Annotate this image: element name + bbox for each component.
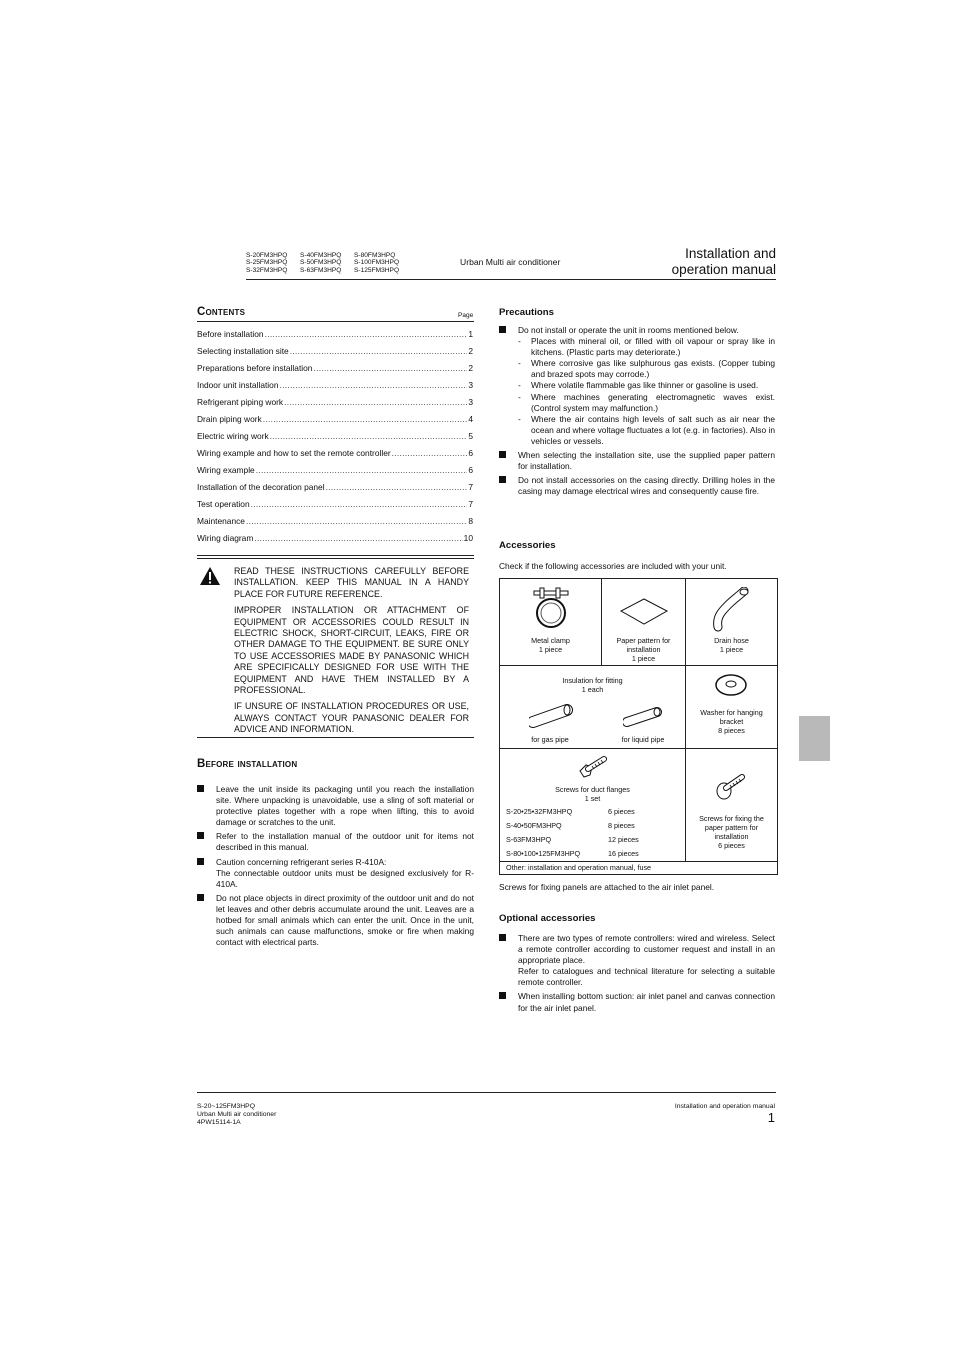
toc-entry[interactable] xyxy=(197,346,473,356)
accessory-name: Screws for duct flanges xyxy=(555,785,630,794)
model-name: S-50FM3HPQ xyxy=(300,259,342,267)
toc-leader xyxy=(284,397,467,407)
toc-entry[interactable] xyxy=(197,329,473,339)
optional-accessories-list xyxy=(499,933,775,1017)
accessory-name: Drain hose xyxy=(714,636,749,645)
accessory-insulation xyxy=(500,666,686,749)
model-name: S-100FM3HPQ xyxy=(354,259,400,267)
chapter-tab xyxy=(799,716,830,761)
warning-text xyxy=(234,566,469,741)
toc-page: 8 xyxy=(468,516,473,526)
toc-leader xyxy=(392,448,468,458)
optional-accessories-heading: Optional accessories xyxy=(499,913,596,924)
table-row xyxy=(506,819,639,833)
accessories-heading: Accessories xyxy=(499,540,556,551)
toc-page: 2 xyxy=(468,363,473,373)
list-item-text: When installing bottom suction: air inlet panel and canvas connection for the air inlet panel. xyxy=(518,991,775,1013)
warning-paragraph: IF UNSURE OF INSTALLATION PROCEDURES OR USE, ALWAYS CONTACT YOUR PANASONIC DEALER FOR ADVICE AND INFORMATION. xyxy=(234,701,469,735)
list-item xyxy=(197,831,474,853)
accessories-intro: Check if the following accessories are included with your unit. xyxy=(499,561,727,571)
bullet xyxy=(197,894,204,901)
toc-entry[interactable] xyxy=(197,414,473,424)
toc-leader xyxy=(256,465,468,475)
accessory-name: Metal clamp xyxy=(531,636,570,645)
gas-pipe-insulation-icon xyxy=(529,704,573,728)
warning-paragraph: READ THESE INSTRUCTIONS CAREFULLY BEFORE INSTALLATION. KEEP THIS MANUAL IN A HANDY PLACE FOR FUTURE REFERENCE. xyxy=(234,566,469,599)
manual-title xyxy=(600,246,776,278)
bullet xyxy=(499,934,506,941)
precautions-list xyxy=(499,325,775,500)
footer-product: Urban Multi air conditioner xyxy=(197,1111,277,1118)
gas-pipe-label: for gas pipe xyxy=(531,735,569,744)
model-cell: S-40•50FM3HPQ xyxy=(506,821,562,830)
footer-left xyxy=(197,1103,276,1127)
accessory-name: Paper pattern for installation xyxy=(616,636,671,654)
toc-title: Drain piping work xyxy=(197,414,262,424)
duct-screws-table xyxy=(506,805,639,861)
toc-title: Installation of the decoration panel xyxy=(197,482,325,492)
accessories-note: Screws for fixing panels are attached to the air inlet panel. xyxy=(499,882,715,892)
contents-rule xyxy=(197,321,474,322)
table-row xyxy=(506,833,639,847)
dash: - xyxy=(518,391,521,402)
qty-cell: 6 pieces xyxy=(608,807,635,816)
toc-title: Selecting installation site xyxy=(197,346,289,356)
list-item-text: When selecting the installation site, use the supplied paper pattern for installation. xyxy=(518,450,775,472)
warning-top-rule-2 xyxy=(197,558,474,559)
before-installation-list xyxy=(197,784,474,951)
list-item-extra: The connectable outdoor units must be designed exclusively for R-410A. xyxy=(216,867,474,889)
list-item xyxy=(197,784,474,828)
sub-item xyxy=(518,336,775,358)
toc-page: 5 xyxy=(468,431,473,441)
sub-item-text: Where machines generating electromagnetic waves exist. (Control system may malfunction.) xyxy=(531,391,775,413)
toc-page: 6 xyxy=(468,465,473,475)
toc-page: 3 xyxy=(468,397,473,407)
manual-title-line2: operation manual xyxy=(671,262,776,277)
list-item xyxy=(197,857,474,890)
toc-page: 4 xyxy=(468,414,473,424)
model-name: S-125FM3HPQ xyxy=(354,266,400,274)
list-item xyxy=(499,475,775,497)
toc-page: 6 xyxy=(468,448,473,458)
page-label: Page xyxy=(458,312,474,319)
sub-item-text: Where the air contains high levels of salt such as air near the ocean and where voltage fluctuates a lot (e.g. in factories). Also in vehicles or vessels. xyxy=(531,413,775,446)
accessory-drain-hose xyxy=(686,579,777,666)
sub-item-text: Places with mineral oil, or filled with oil vapour or spray like in kitchens. (Plastic parts may deteriorate.) xyxy=(531,336,775,358)
list-item-text: There are two types of remote controllers: wired and wireless. Select a remote controller according to customer request and install in an appropriate place. xyxy=(518,933,775,966)
liquid-pipe-label: for liquid pipe xyxy=(621,735,665,744)
warning-bottom-rule xyxy=(197,737,474,738)
product-name: Urban Multi air conditioner xyxy=(460,257,561,267)
duct-screw-icon xyxy=(576,753,608,781)
accessory-qty: 1 each xyxy=(581,685,604,694)
sub-item-text: Where corrosive gas like sulphurous gas exists. (Copper tubing and brazed spots may corrode.) xyxy=(531,358,775,380)
model-name: S-20FM3HPQ xyxy=(246,252,288,259)
bullet xyxy=(499,992,506,999)
metal-clamp-icon xyxy=(526,585,576,635)
bullet xyxy=(197,858,204,865)
header-rule xyxy=(246,279,776,280)
pattern-screw-icon xyxy=(714,771,748,801)
list-item-text: Leave the unit inside its packaging until you reach the installation site. Where unpacking is unavoidable, use a sling of soft material or protective plates together with a rope when lifting, this to avoid damage or scratches to the unit. xyxy=(216,784,474,828)
accessory-other xyxy=(500,862,777,874)
accessory-qty: 8 pieces xyxy=(718,726,745,735)
toc-page: 10 xyxy=(463,533,473,543)
qty-cell: 8 pieces xyxy=(608,821,635,830)
list-item xyxy=(197,893,474,948)
toc-leader xyxy=(279,380,467,390)
list-item-text: Do not install accessories on the casing directly. Drilling holes in the casing may damage electrical wires and consequently cause fire. xyxy=(518,475,775,497)
list-item-text: Refer to the installation manual of the outdoor unit for items not described in this manual. xyxy=(216,831,474,853)
list-item xyxy=(499,933,775,988)
list-item xyxy=(499,991,775,1013)
model-name: S-80FM3HPQ xyxy=(354,252,396,259)
accessory-qty: 1 piece xyxy=(719,645,744,654)
model-cell: S-63FM3HPQ xyxy=(506,835,552,844)
accessory-name: Washer for hanging bracket xyxy=(700,708,763,726)
sub-item xyxy=(518,380,775,391)
toc-entry[interactable] xyxy=(197,431,473,441)
toc-title: Indoor unit installation xyxy=(197,380,279,390)
model-list xyxy=(246,252,426,276)
toc-leader xyxy=(290,346,468,356)
list-item-extra: Refer to catalogues and technical literature for selecting a suitable remote controller. xyxy=(518,966,775,988)
manual-title-line1: Installation and xyxy=(685,246,776,261)
accessory-qty: 1 set xyxy=(584,794,601,803)
toc-entry[interactable] xyxy=(197,482,473,492)
qty-cell: 16 pieces xyxy=(608,849,639,858)
sub-item xyxy=(518,392,775,414)
warning-icon xyxy=(199,566,221,586)
toc-title: Before installation xyxy=(197,329,264,339)
accessory-qty: 1 piece xyxy=(631,654,656,663)
toc-title: Refrigerant piping work xyxy=(197,397,284,407)
other-accessories-text: Other: installation and operation manual, fuse xyxy=(506,863,652,872)
toc-entry[interactable] xyxy=(197,516,473,526)
toc-leader xyxy=(263,414,468,424)
accessory-paper-pattern xyxy=(602,579,686,666)
table-row xyxy=(506,805,639,819)
sub-item xyxy=(518,414,775,447)
toc-entry[interactable] xyxy=(197,499,473,509)
toc-entry[interactable] xyxy=(197,465,473,475)
list-item xyxy=(499,450,775,472)
accessory-paper-pattern-screws xyxy=(686,749,777,862)
toc-entry[interactable] xyxy=(197,448,473,458)
toc-leader xyxy=(313,363,467,373)
contents-heading: Contents xyxy=(197,306,246,318)
toc-title: Electric wiring work xyxy=(197,431,269,441)
footer-right-title: Installation and operation manual xyxy=(674,1103,775,1110)
toc-title: Wiring example and how to set the remote controller xyxy=(197,448,391,458)
accessory-duct-screws xyxy=(500,749,686,862)
list-item xyxy=(499,325,775,447)
bullet xyxy=(499,326,506,333)
sub-item-text: Where volatile flammable gas like thinner or gasoline is used. xyxy=(531,380,759,391)
warning-top-rule xyxy=(197,555,474,556)
drain-hose-icon xyxy=(710,587,754,633)
model-name: S-25FM3HPQ xyxy=(246,259,288,267)
dash: - xyxy=(518,380,521,391)
sub-item xyxy=(518,358,775,380)
list-item-text: Caution concerning refrigerant series R-410A: xyxy=(216,856,387,867)
list-item-text: Do not place objects in direct proximity of the outdoor unit and do not let leaves and other debris accumulate around the unit. Leaves are a hotbed for small animals which can enter the unit. Once in the unit, such animals can cause malfunctions, smoke or fire when making contact with electrical parts. xyxy=(216,892,474,948)
precautions-heading: Precautions xyxy=(499,307,554,318)
toc-leader xyxy=(254,533,462,543)
toc-leader xyxy=(265,329,468,339)
accessory-metal-clamp xyxy=(500,579,602,666)
toc-entry[interactable] xyxy=(197,380,473,390)
toc-page: 3 xyxy=(468,380,473,390)
footer-model-range: S-20~125FM3HPQ xyxy=(197,1103,255,1110)
toc-entry[interactable] xyxy=(197,397,473,407)
paper-pattern-icon xyxy=(619,597,669,627)
bullet xyxy=(499,476,506,483)
accessory-washer xyxy=(686,666,777,749)
bullet xyxy=(499,451,506,458)
bullet xyxy=(197,832,204,839)
model-name: S-40FM3HPQ xyxy=(300,252,342,259)
washer-icon xyxy=(713,672,749,698)
before-installation-heading: Before installation xyxy=(197,758,298,770)
toc-title: Wiring diagram xyxy=(197,533,254,543)
toc-title: Maintenance xyxy=(197,516,245,526)
accessory-qty: 6 pieces xyxy=(718,841,745,850)
dash: - xyxy=(518,413,521,424)
toc-entry[interactable] xyxy=(197,363,473,373)
table-of-contents xyxy=(197,329,474,549)
bullet xyxy=(197,785,204,792)
toc-title: Wiring example xyxy=(197,465,255,475)
toc-title: Test operation xyxy=(197,499,250,509)
toc-page: 2 xyxy=(468,346,473,356)
page-number: 1 xyxy=(767,1110,775,1125)
footer-doc-code: 4PW15114-1A xyxy=(197,1119,241,1126)
toc-page: 1 xyxy=(468,329,473,339)
model-cell: S-80•100•125FM3HPQ xyxy=(506,849,581,858)
accessory-name: Insulation for fitting xyxy=(562,676,623,685)
liquid-pipe-insulation-icon xyxy=(623,706,663,728)
toc-title: Preparations before installation xyxy=(197,363,313,373)
warning-paragraph: IMPROPER INSTALLATION OR ATTACHMENT OF EQUIPMENT OR ACCESSORIES COULD RESULT IN ELECTRIC SHOCK, SHORT-CIRCUIT, LEAKS, FIRE OR OTHER DAMAGE TO THE EQUIPMENT. BE SURE ONLY TO USE ACCESSORIES MADE BY PANASONIC WHICH ARE SPECIFICALLY DESIGNED FOR USE WITH THE EQUIPMENT AND HAVE THEM INSTALLED BY A PROFESSIONAL. xyxy=(234,605,469,696)
toc-leader xyxy=(251,499,468,509)
model-name: S-63FM3HPQ xyxy=(300,266,342,274)
qty-cell: 12 pieces xyxy=(608,835,639,844)
accessories-table xyxy=(499,578,778,875)
footer-rule xyxy=(197,1092,776,1093)
dash: - xyxy=(518,336,521,347)
model-cell: S-20•25•32FM3HPQ xyxy=(506,807,573,816)
accessory-name: Screws for fixing the paper pattern for installation xyxy=(699,814,764,841)
toc-leader xyxy=(326,482,468,492)
dash: - xyxy=(518,358,521,369)
toc-page: 7 xyxy=(468,499,473,509)
toc-leader xyxy=(270,431,468,441)
list-item-text: Do not install or operate the unit in rooms mentioned below. xyxy=(518,325,739,335)
model-name: S-32FM3HPQ xyxy=(246,266,288,274)
table-row xyxy=(506,847,639,861)
toc-leader xyxy=(246,516,467,526)
toc-page: 7 xyxy=(468,482,473,492)
toc-entry[interactable] xyxy=(197,533,473,543)
accessory-qty: 1 piece xyxy=(538,645,563,654)
